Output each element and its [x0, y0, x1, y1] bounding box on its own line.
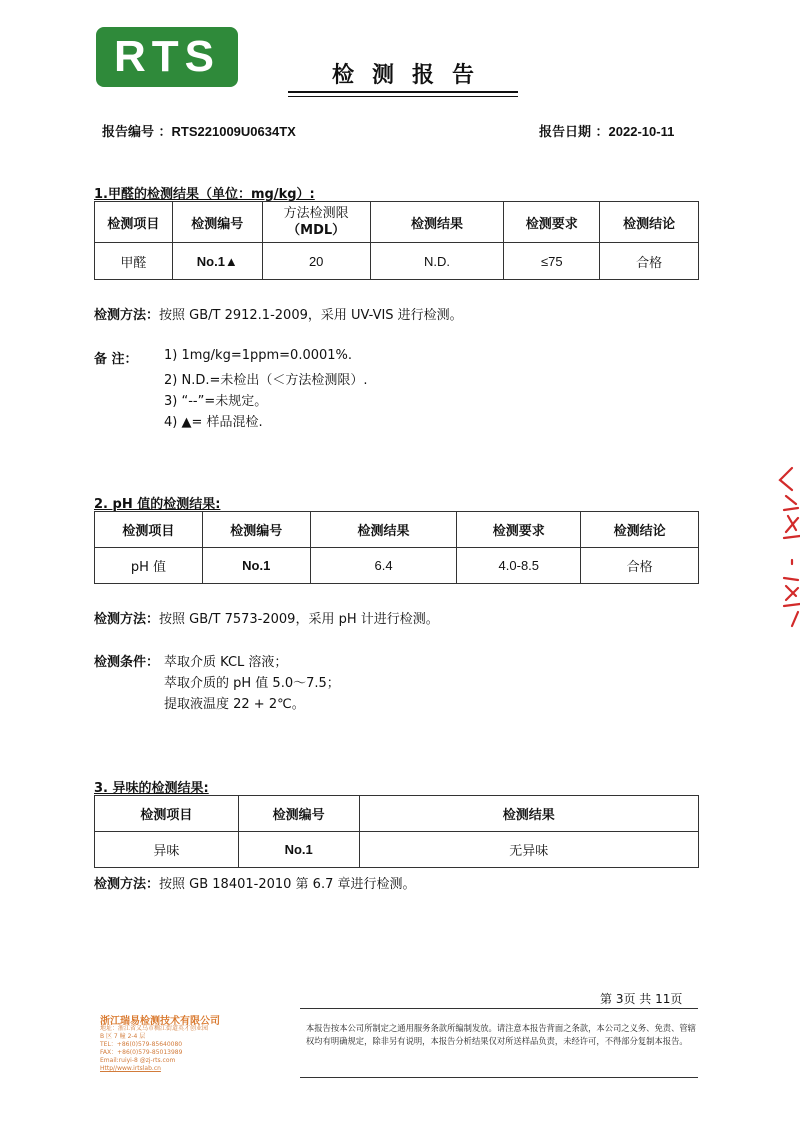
footer-divider — [300, 1077, 698, 1078]
header-cell: 检测结果 — [370, 202, 504, 243]
company-tel: TEL：+86(0)579-85640080 — [100, 1041, 183, 1048]
company-address-2: B 区 7 幢 2-4 层 — [100, 1033, 146, 1040]
header-mdl-line2: （MDL） — [287, 223, 346, 238]
header-cell: 检测结果 — [359, 796, 698, 832]
section3-title: 3. 异味的检测结果: — [94, 781, 209, 796]
note-item: 3) “--”=未规定。 — [164, 394, 268, 409]
condition-item: 萃取介质 KCL 溶液； — [164, 655, 288, 670]
table-header-row — [95, 202, 699, 243]
note-item: 4) ▲= 样品混检. — [164, 415, 263, 430]
title-underline-thin — [288, 96, 518, 97]
section1-title: 1.甲醛的检测结果（单位：mg/kg）: — [94, 187, 315, 202]
method-text: 按照 GB/T 7573-2009，采用 pH 计进行检测。 — [159, 612, 439, 627]
report-date-value: 2022-10-11 — [608, 124, 675, 139]
cell: 无异味 — [359, 832, 698, 868]
company-name: 浙江瑞易检测技术有限公司 — [100, 1016, 220, 1027]
cell: No.1 — [238, 832, 359, 868]
header-cell: 检测编号 — [172, 202, 262, 243]
method-text: 按照 GB 18401-2010 第 6.7 章进行检测。 — [159, 877, 416, 892]
cell: 4.0-8.5 — [457, 548, 581, 584]
report-number — [102, 121, 296, 140]
header-cell: 检测结果 — [310, 512, 457, 548]
header-cell: 检测要求 — [457, 512, 581, 548]
header-cell: 检测结论 — [581, 512, 699, 548]
header-mdl-line1: 方法检测限 — [283, 206, 349, 221]
page-number: 第 3页 共 11页 — [600, 992, 683, 1006]
stamp-fragment-icon — [772, 460, 800, 630]
report-number-label: 报告编号 ： — [102, 125, 172, 140]
company-website: Http//www.irtslab.cn — [100, 1065, 161, 1072]
logo-text: RTS — [114, 32, 220, 81]
header-cell-mdl — [262, 202, 370, 243]
page-title: 检测报告 — [331, 63, 492, 88]
cell: No.1 — [202, 548, 310, 584]
odor-table — [94, 795, 699, 868]
cell: ≤75 — [504, 243, 600, 280]
section1-method — [94, 304, 463, 323]
method-label: 检测方法： — [94, 877, 160, 892]
note-item: 1) 1mg/kg=1ppm=0.0001%. — [164, 348, 353, 363]
note-item: 2) N.D.=未检出（＜方法检测限）. — [164, 373, 368, 388]
table-row — [95, 832, 699, 868]
report-date-label: 报告日期 ： — [539, 125, 609, 140]
cell: N.D. — [370, 243, 504, 280]
header-cell: 检测编号 — [202, 512, 310, 548]
table-row — [95, 548, 699, 584]
section2-title: 2. pH 值的检测结果: — [94, 497, 221, 512]
cell: 异味 — [95, 832, 239, 868]
section3-method — [94, 873, 415, 892]
header-cell: 检测项目 — [95, 512, 203, 548]
cell: 20 — [262, 243, 370, 280]
condition-item: 萃取介质的 pH 值 5.0～7.5； — [164, 676, 340, 691]
title-underline — [288, 91, 518, 93]
header-cell: 检测编号 — [238, 796, 359, 832]
cell: 合格 — [581, 548, 699, 584]
company-fax: FAX：+86(0)579-85013989 — [100, 1049, 183, 1056]
cell: No.1▲ — [172, 243, 262, 280]
ph-table — [94, 511, 699, 584]
formaldehyde-table — [94, 201, 699, 280]
header-cell: 检测项目 — [95, 202, 173, 243]
table-row — [95, 243, 699, 280]
disclaimer-text: 本报告按本公司所制定之通用服务条款所编制发放。请注意本报告背面之条款，本公司之义务、免责、管辖权均有明确规定，除非另有说明，本报告分析结果仅对所送样品负责，未经许可，不得部分复制本报告。 — [306, 1023, 696, 1046]
header-cell: 检测结论 — [600, 202, 699, 243]
header-cell: 检测项目 — [95, 796, 239, 832]
company-address: 地址：浙江省义乌市稠江街道英才创业园 — [100, 1025, 209, 1032]
notes-label: 备 注： — [94, 352, 138, 367]
cell: 6.4 — [310, 548, 457, 584]
table-header-row — [95, 512, 699, 548]
method-text: 按照 GB/T 2912.1-2009，采用 UV-VIS 进行检测。 — [159, 308, 463, 323]
method-label: 检测方法： — [94, 612, 160, 627]
report-number-value: RTS221009U0634TX — [171, 124, 296, 139]
table-header-row — [95, 796, 699, 832]
cell: pH 值 — [95, 548, 203, 584]
header-cell: 检测要求 — [504, 202, 600, 243]
conditions-label: 检测条件： — [94, 655, 160, 670]
company-email: Email:ruiyi-8 @zj-rts.com — [100, 1057, 176, 1064]
cell: 甲醛 — [95, 243, 173, 280]
company-logo — [96, 27, 238, 87]
section2-method — [94, 608, 439, 627]
footer-divider — [300, 1008, 698, 1009]
cell: 合格 — [600, 243, 699, 280]
condition-item: 提取液温度 22 + 2℃。 — [164, 697, 305, 712]
method-label: 检测方法： — [94, 308, 160, 323]
report-date — [539, 121, 674, 140]
